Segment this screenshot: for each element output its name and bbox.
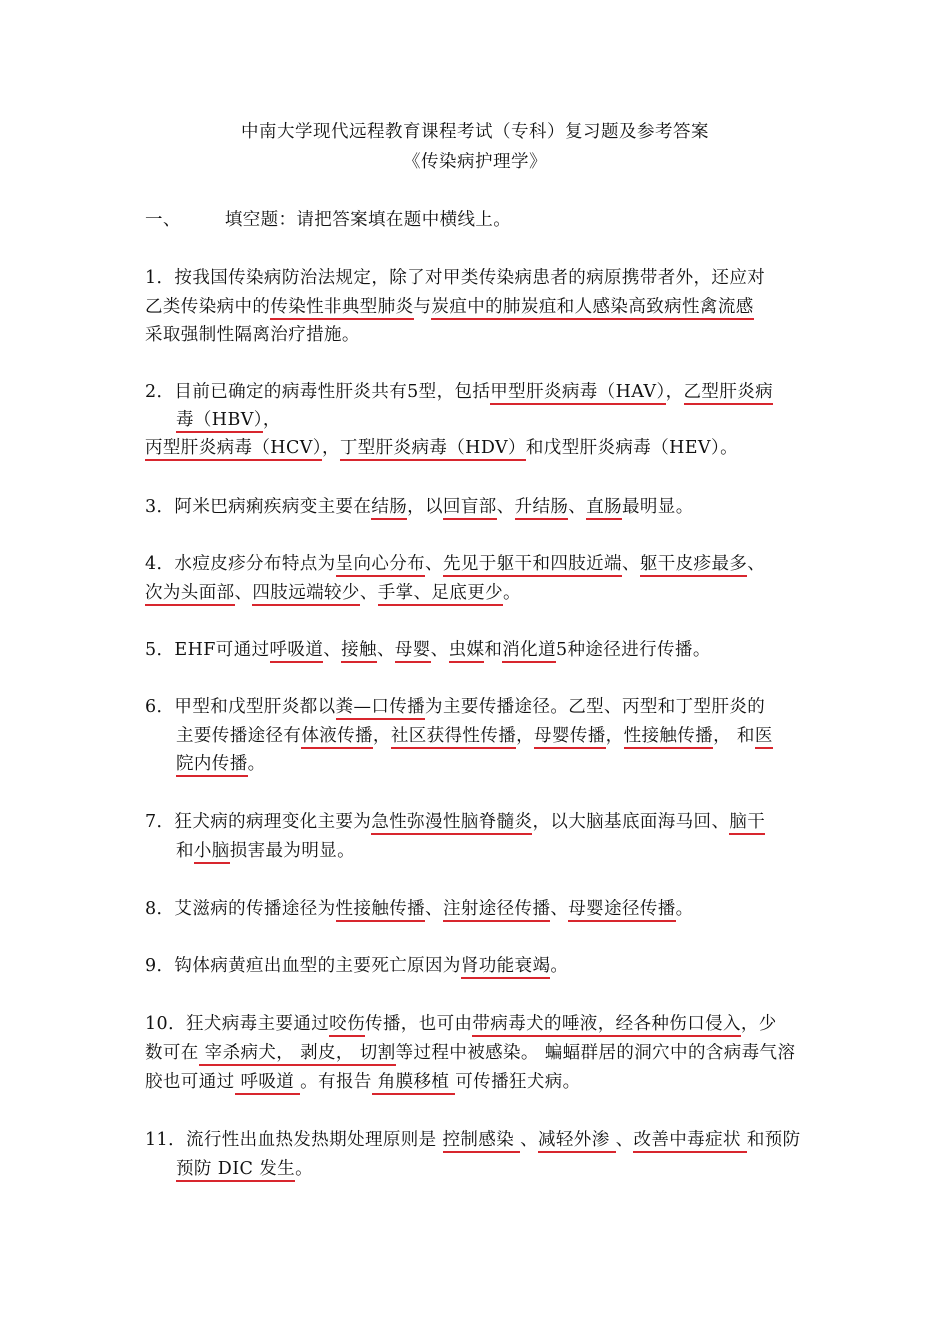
line-text: 、 xyxy=(621,554,640,574)
line-text: ， 和 xyxy=(713,726,755,746)
answer-text: 脑干 xyxy=(729,812,765,835)
line-text: 。 xyxy=(247,754,266,774)
line-text: 采取强制性隔离治疗措施。 xyxy=(145,325,360,345)
answer-text: 次为头面部 xyxy=(145,583,235,606)
answer-text: 急性弥漫性脑脊髓炎 xyxy=(371,812,532,835)
line-text: 、 xyxy=(425,554,443,574)
section-instruction: 填空题：请把答案填在题中横线上。 xyxy=(224,210,512,230)
line-text: 乙类传染病中的 xyxy=(145,297,271,317)
line-text: 10．狂犬病毒主要通过 xyxy=(145,1014,330,1034)
text-line xyxy=(145,636,711,661)
line-text: 5．EHF可通过 xyxy=(145,640,270,660)
line-text: 、 xyxy=(376,640,395,660)
answer-text: 炭疽中的肺炭疽和人感染高致病性禽流感 xyxy=(431,297,753,320)
answer-text: 性接触传播 xyxy=(336,899,426,922)
line-text: 11．流行性出血热发热期处理原则是 xyxy=(145,1130,443,1150)
line-text: 和 xyxy=(176,841,194,861)
line-text: 损害最为明显。 xyxy=(229,841,356,861)
text-line xyxy=(176,837,355,862)
line-text: 9．钩体病黄疸出血型的主要死亡原因为 xyxy=(145,956,461,976)
text-line xyxy=(145,579,521,604)
answer-text: 虫媒 xyxy=(449,640,485,663)
line-text: 2．目前已确定的病毒性肝炎共有5型，包括 xyxy=(145,382,491,402)
line-text: 、 xyxy=(615,1130,634,1150)
line-text: 6．甲型和戊型肝炎都以 xyxy=(145,697,336,717)
answer-text: 减轻外渗 xyxy=(538,1130,616,1153)
text-line xyxy=(145,264,765,289)
line-text: 、 xyxy=(234,583,253,603)
text-line xyxy=(145,1068,581,1093)
answer-text: 肾功能衰竭 xyxy=(461,956,551,979)
line-text: 、 xyxy=(568,497,587,517)
line-text: 与 xyxy=(413,297,432,317)
answer-text: 先见于躯干和四肢近端 xyxy=(443,554,622,577)
doc-subtitle: 《传染病护理学》 xyxy=(403,152,547,172)
answer-text: 呼吸道 xyxy=(270,640,324,663)
line-text: ， xyxy=(262,410,281,430)
answer-text: 母婴传播 xyxy=(534,726,606,749)
line-text: 4．水痘皮疹分布特点为 xyxy=(145,554,336,574)
answer-text: 控制感染 xyxy=(443,1130,521,1153)
answer-text: 注射途径传播 xyxy=(443,899,550,922)
line-text: 主要传播途径有 xyxy=(176,726,302,746)
line-text: 、 xyxy=(520,1130,538,1150)
line-text: ，少 xyxy=(740,1014,777,1034)
answer-text: 呈向心分布 xyxy=(336,554,426,577)
line-text: 、 xyxy=(425,899,443,919)
line-text: ， xyxy=(665,382,684,402)
answer-text: 改善中毒症状 xyxy=(633,1130,746,1153)
line-text: 、 xyxy=(323,640,342,660)
line-text: ， xyxy=(321,438,340,458)
text-line xyxy=(145,321,360,346)
line-text: 最明显。 xyxy=(622,497,694,517)
text-line xyxy=(176,1155,313,1180)
line-text: 1．按我国传染病防治法规定，除了对甲类传染病患者的病原携带者外，还应对 xyxy=(145,268,766,288)
line-text: 8．艾滋病的传播途径为 xyxy=(145,899,336,919)
answer-text: 丁型肝炎病毒（HDV） xyxy=(340,438,526,461)
text-line xyxy=(145,1126,801,1151)
text-line xyxy=(145,1010,777,1035)
line-text: 5种途径进行传播。 xyxy=(555,640,711,660)
line-text: 、 xyxy=(550,899,569,919)
text-line xyxy=(145,378,773,403)
answer-text: 预防 DIC 发生 xyxy=(176,1159,295,1182)
answer-text: 回盲部 xyxy=(443,497,497,520)
line-text: 等过程中被感染。 蝙蝠群居的洞穴中的含病毒气溶 xyxy=(395,1043,796,1063)
answer-text: 升结肠 xyxy=(515,497,569,520)
line-text: 。有报告 xyxy=(300,1072,372,1092)
doc-title: 中南大学现代远程教育课程考试（专科）复习题及参考答案 xyxy=(241,122,709,142)
line-text: ， xyxy=(372,726,391,746)
answer-text: 躯干皮疹最多 xyxy=(640,554,747,577)
answer-text: 母婴 xyxy=(395,640,431,663)
text-line xyxy=(145,493,694,518)
answer-text: 直肠 xyxy=(586,497,622,520)
answer-text: 甲型肝炎病毒（HAV） xyxy=(490,382,665,405)
answer-text: 粪—口传播 xyxy=(336,697,426,720)
answer-text: 四肢远端较少 xyxy=(252,583,359,606)
answer-text: 传染性非典型肺炎 xyxy=(270,297,413,320)
text-line xyxy=(145,895,694,920)
line-text: 。 xyxy=(550,956,569,976)
text-line xyxy=(176,722,773,747)
line-text: 传播，也可由 xyxy=(364,1014,473,1034)
answer-text: 呼吸道 xyxy=(235,1072,301,1095)
line-text: 和预防 xyxy=(746,1130,801,1150)
line-text: 7．狂犬病的病理变化主要为 xyxy=(145,812,372,832)
line-text: 为主要传播途径。乙型、丙型和丁型肝炎的 xyxy=(425,697,766,717)
section-heading xyxy=(145,206,511,231)
line-text: 胶也可通过 xyxy=(145,1072,235,1092)
line-text: 和戊型肝炎病毒（HEV）。 xyxy=(525,438,739,458)
line-text: ，以大脑基底面海马回、 xyxy=(532,812,730,832)
answer-text: 母婴途径传播 xyxy=(568,899,675,922)
text-line xyxy=(145,693,765,718)
answer-text: 毒（HBV） xyxy=(176,410,263,433)
answer-text: 咬伤 xyxy=(329,1014,365,1037)
line-text: ，以 xyxy=(407,497,443,517)
text-line xyxy=(145,550,765,575)
line-text: 数可在 xyxy=(145,1043,199,1063)
answer-text: 手掌、足底更少 xyxy=(378,583,503,606)
line-text: 可传播狂犬病。 xyxy=(455,1072,581,1092)
line-text: ， xyxy=(516,726,535,746)
line-text: 。 xyxy=(295,1159,313,1179)
answer-text: 接触 xyxy=(341,640,377,663)
text-line xyxy=(145,1039,795,1064)
line-text: ， xyxy=(605,726,624,746)
text-line xyxy=(176,406,281,431)
line-text: 。 xyxy=(675,899,694,919)
line-text: 。 xyxy=(503,583,521,603)
answer-text: 性接触传播 xyxy=(624,726,714,749)
section-number: 一、 xyxy=(145,210,181,230)
line-text: 、 xyxy=(359,583,378,603)
answer-text: 消化道 xyxy=(502,640,556,663)
answer-text: 院内传播 xyxy=(176,754,248,777)
line-text: 、 xyxy=(496,497,515,517)
answer-text: 社区获得性传播 xyxy=(391,726,516,749)
answer-text: 角膜移植 xyxy=(372,1072,456,1095)
line-text: 、 xyxy=(430,640,449,660)
text-line xyxy=(145,952,568,977)
answer-text: 小脑 xyxy=(194,841,230,864)
answer-text: 医 xyxy=(755,726,773,749)
line-text: 和 xyxy=(484,640,503,660)
answer-text: 体液传播 xyxy=(301,726,373,749)
line-text: 、 xyxy=(747,554,766,574)
text-line xyxy=(145,293,754,318)
text-line xyxy=(176,750,266,775)
answer-text: 宰杀病犬， 剥皮， 切割 xyxy=(199,1043,396,1066)
text-line xyxy=(145,808,765,833)
answer-text: 丙型肝炎病毒（HCV） xyxy=(145,438,322,461)
answer-text: 带病毒犬的唾液，经各种伤口侵入 xyxy=(472,1014,741,1037)
answer-text: 结肠 xyxy=(371,497,407,520)
line-text: 3．阿米巴病痢疾病变主要在 xyxy=(145,497,372,517)
answer-text: 乙型肝炎病 xyxy=(684,382,774,405)
text-line xyxy=(145,434,738,459)
